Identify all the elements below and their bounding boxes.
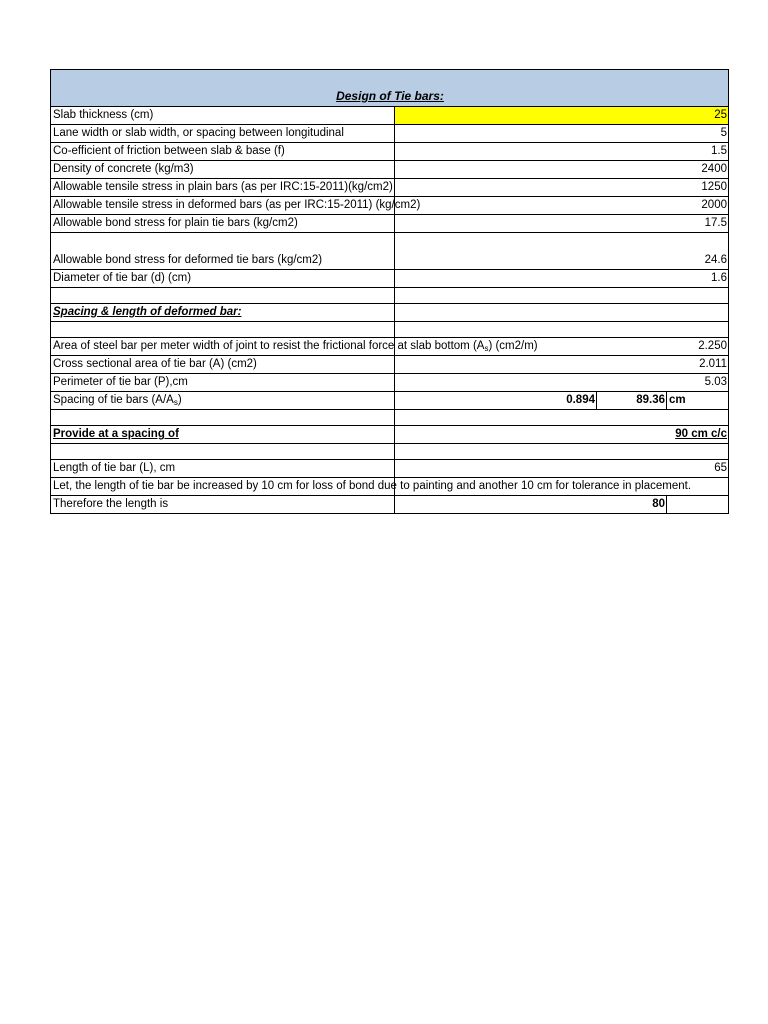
length-value[interactable]: 65	[395, 460, 729, 478]
section-heading-cell[interactable]	[51, 304, 395, 322]
tensile-plain-value[interactable]: 1250	[395, 179, 729, 197]
empty-cell[interactable]	[51, 288, 395, 304]
empty-cell[interactable]	[395, 444, 729, 460]
final-length-value[interactable]: 80	[395, 496, 667, 514]
empty-row	[51, 322, 729, 338]
table-row	[51, 161, 729, 179]
table-row	[51, 392, 729, 410]
table-row	[51, 125, 729, 143]
tensile-deformed-value[interactable]: 2000	[395, 197, 729, 215]
empty-cell[interactable]	[395, 322, 729, 338]
table-row	[51, 460, 729, 478]
area-steel-value[interactable]: 2.250	[395, 338, 729, 356]
table-row	[51, 197, 729, 215]
label-text: Area of steel bar per meter width of joint to resist the frictional force at slab bottom (A	[53, 340, 485, 352]
friction-value[interactable]: 1.5	[395, 143, 729, 161]
empty-cell[interactable]	[395, 410, 729, 426]
label-cell[interactable]	[51, 426, 395, 444]
label-cell[interactable]	[51, 392, 395, 410]
perimeter-value[interactable]: 5.03	[395, 374, 729, 392]
label-cell[interactable]: Density of concrete (kg/m3)	[51, 161, 395, 179]
label-cell[interactable]: Slab thickness (cm)	[51, 107, 395, 125]
label-cell[interactable]	[51, 338, 538, 356]
tie-bar-design-table	[50, 69, 729, 514]
label-cell[interactable]: Co-efficient of friction between slab & base (f)	[51, 143, 395, 161]
density-value[interactable]: 2400	[395, 161, 729, 179]
label-cell[interactable]: Let, the length of tie bar be increased by 10 cm for loss of bond due to painting and another 10 cm for tolerance in placement.	[51, 478, 395, 496]
table-row	[51, 270, 729, 288]
label-text: ) (cm2/m)	[488, 340, 538, 352]
spacing-unit[interactable]: cm	[667, 392, 729, 410]
label-cell[interactable]: Diameter of tie bar (d) (cm)	[51, 270, 395, 288]
table-row	[51, 356, 729, 374]
page-title: Design of Tie bars:	[336, 89, 444, 103]
section-heading: Spacing & length of deformed bar:	[53, 306, 242, 318]
label-cell[interactable]: Allowable bond stress for deformed tie bars (kg/cm2)	[51, 233, 395, 270]
provide-label: Provide at a spacing of	[53, 428, 179, 440]
label-text: )	[177, 394, 182, 406]
lane-width-value[interactable]: 5	[395, 125, 729, 143]
label-cell[interactable]: Lane width or slab width, or spacing between longitudinal	[51, 125, 395, 143]
label-text: Spacing of tie bars (A/A	[53, 394, 174, 406]
label-cell[interactable]: Allowable bond stress for plain tie bars (kg/cm2)	[51, 215, 395, 233]
label-cell[interactable]: Perimeter of tie bar (P),cm	[51, 374, 395, 392]
empty-row	[51, 410, 729, 426]
empty-cell[interactable]	[51, 410, 395, 426]
spacing-ratio-value[interactable]: 0.894	[395, 392, 597, 410]
subscript: s	[173, 398, 178, 407]
slab-thickness-value[interactable]: 25	[395, 107, 729, 125]
table-row	[51, 107, 729, 125]
table-row	[51, 338, 729, 356]
table-row	[51, 374, 729, 392]
empty-cell[interactable]	[667, 496, 729, 514]
label-cell[interactable]: Allowable tensile stress in plain bars (as per IRC:15-2011)(kg/cm2)	[51, 179, 395, 197]
table-row	[51, 478, 729, 496]
label-cell[interactable]: Length of tie bar (L), cm	[51, 460, 395, 478]
section-heading-row	[51, 304, 729, 322]
provide-value: 90 cm c/c	[675, 428, 727, 440]
empty-row	[51, 288, 729, 304]
label-cell[interactable]: Therefore the length is	[51, 496, 395, 514]
empty-row	[51, 444, 729, 460]
empty-cell[interactable]	[395, 304, 729, 322]
table-row	[51, 179, 729, 197]
bond-plain-value[interactable]: 17.5	[395, 215, 729, 233]
table-row	[51, 426, 729, 444]
table-row	[51, 215, 729, 233]
cross-area-value[interactable]: 2.011	[395, 356, 729, 374]
label-cell[interactable]: Cross sectional area of tie bar (A) (cm2)	[51, 356, 395, 374]
table-row	[51, 233, 729, 270]
spacing-cm-value[interactable]: 89.36	[597, 392, 667, 410]
label-cell[interactable]: Allowable tensile stress in deformed bars (as per IRC:15-2011) (kg/cm2)	[51, 197, 395, 215]
subscript: s	[484, 344, 489, 353]
empty-cell[interactable]	[395, 288, 729, 304]
table-row	[51, 143, 729, 161]
title-cell[interactable]	[51, 70, 729, 107]
empty-cell[interactable]	[51, 444, 395, 460]
empty-cell[interactable]	[51, 322, 395, 338]
diameter-value[interactable]: 1.6	[395, 270, 729, 288]
table-row	[51, 496, 729, 514]
title-row	[51, 70, 729, 107]
bond-deformed-value[interactable]: 24.6	[395, 233, 729, 270]
provide-value-cell[interactable]	[395, 426, 729, 444]
